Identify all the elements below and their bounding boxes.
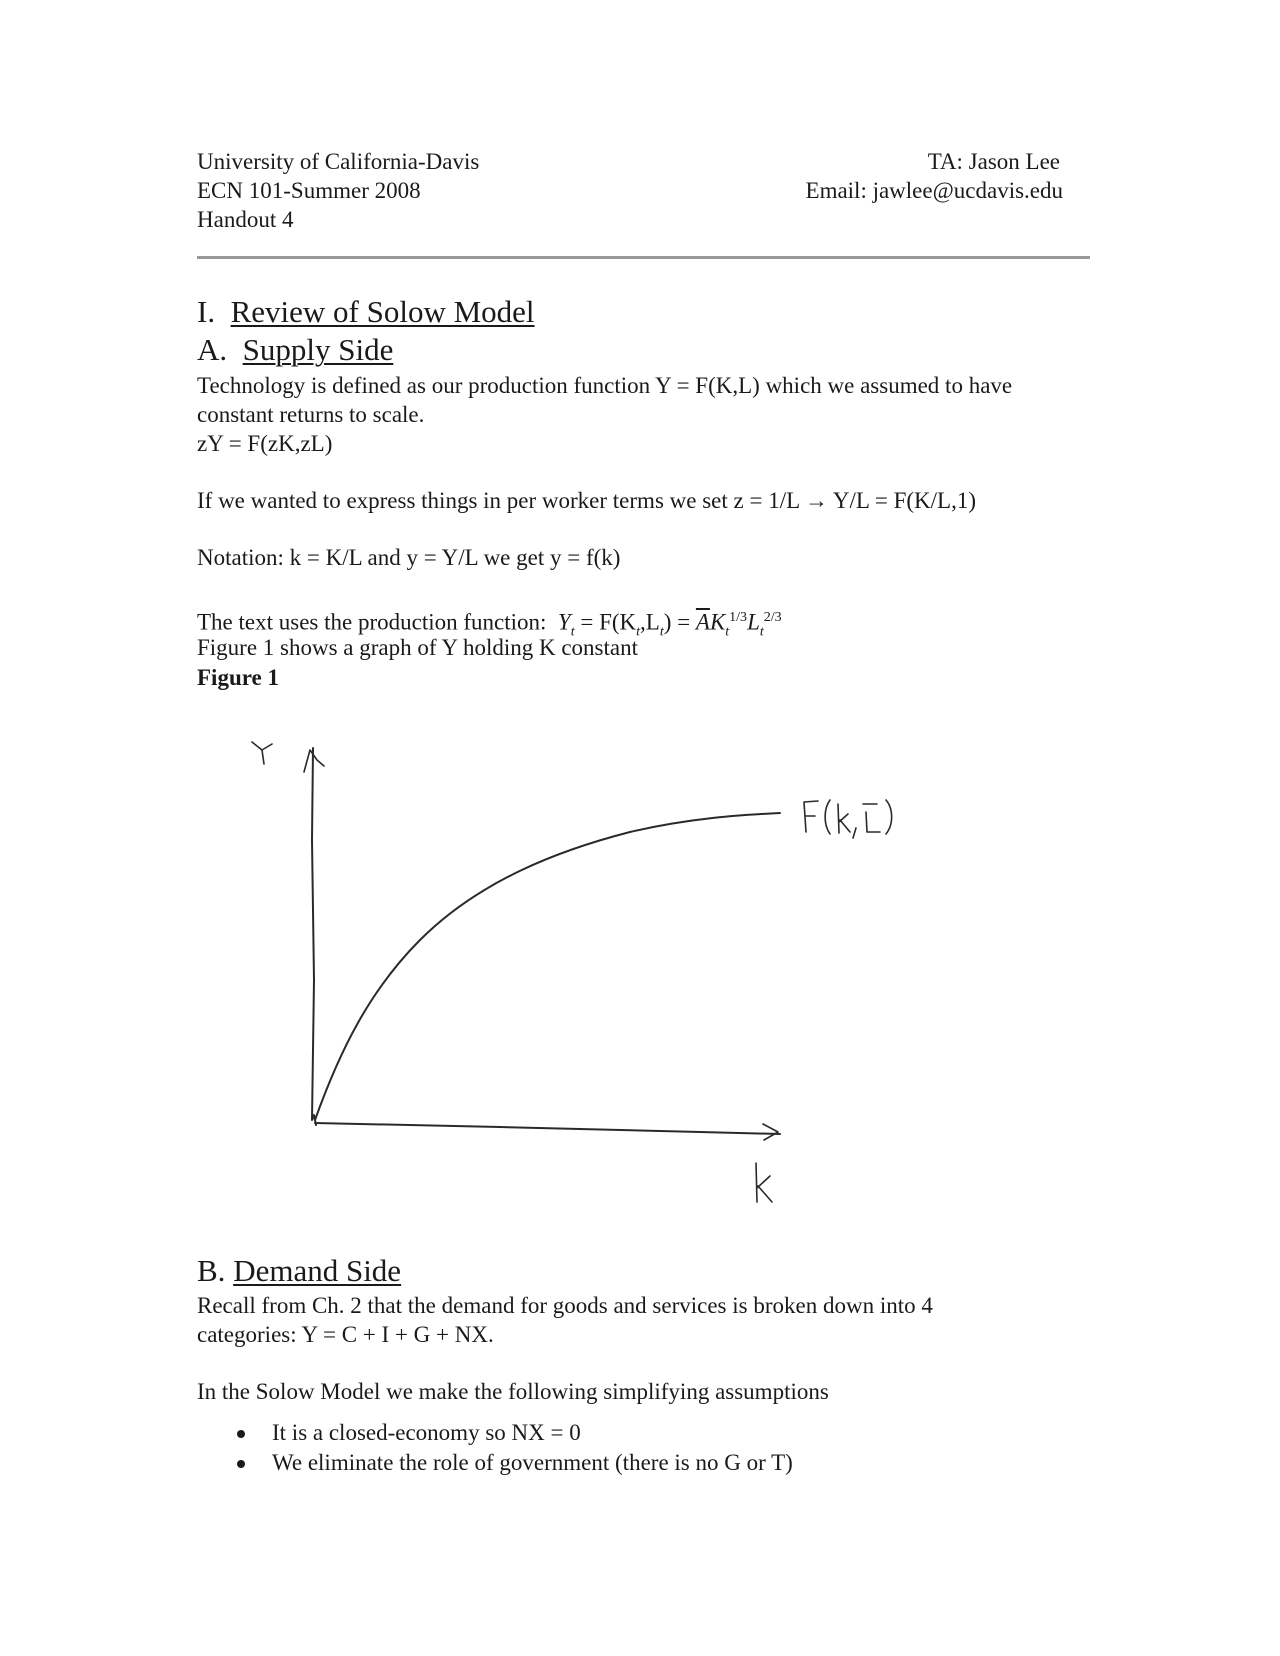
figure-caption: Figure 1 shows a graph of Y holding K constant <box>197 635 638 660</box>
university-name: University of California-Davis <box>197 149 480 174</box>
formula-exponent: 1/3 <box>729 610 748 625</box>
header-divider <box>197 256 1090 259</box>
production-curve <box>315 813 780 1120</box>
formula-subscript: t <box>759 624 764 640</box>
production-function-intro: The text uses the production function: <box>197 609 547 635</box>
formula-subscript: t <box>725 624 730 640</box>
per-worker-paragraph: If we wanted to express things in per worker terms we set z = 1/L → Y/L = F(K/L,1) <box>197 488 977 513</box>
curve-label: F(k,L) <box>800 805 874 835</box>
formula-subscript: t <box>570 624 575 640</box>
notation-line: Notation: k = K/L and y = Y/L we get y = f(k) <box>197 545 621 570</box>
y-axis-line <box>312 748 316 1125</box>
section-a-title: Supply Side <box>242 332 394 367</box>
course-name: ECN 101-Summer 2008 <box>197 178 421 203</box>
formula-part: = F(K <box>574 609 637 635</box>
x-axis-line <box>315 1123 780 1134</box>
list-item <box>231 1418 793 1448</box>
x-axis-label: k <box>763 1183 779 1213</box>
ta-email: Email: jawlee@ucdavis.edu <box>805 178 1063 203</box>
ta-name: TA: Jason Lee <box>927 149 1060 174</box>
bullet-icon <box>237 1430 245 1438</box>
supply-paragraph-line-2: constant returns to scale. <box>197 402 425 427</box>
demand-paragraph-line-2: categories: Y = C + I + G + NX. <box>197 1322 494 1347</box>
section-1-heading <box>197 294 535 330</box>
bullet-icon <box>237 1460 245 1468</box>
assumptions-list <box>231 1418 793 1478</box>
handout-number: Handout 4 <box>197 207 294 232</box>
demand-paragraph-line-1: Recall from Ch. 2 that the demand for goods and services is broken down into 4 <box>197 1293 933 1318</box>
section-1-numeral: I. <box>197 294 216 329</box>
formula-A-bar: $\overline{A}$ <box>695 609 710 635</box>
formula-subscript: t <box>659 624 664 640</box>
formula-K: K <box>709 609 726 635</box>
supply-paragraph-line-1: Technology is defined as our production function Y = F(K,L) which we assumed to have <box>197 373 1013 398</box>
formula-Y: Y <box>557 609 571 635</box>
x-axis-arrow <box>763 1124 778 1140</box>
section-1-title: Review of Solow Model <box>230 294 535 329</box>
formula-exponent: 2/3 <box>763 610 782 625</box>
assumptions-intro: In the Solow Model we make the following simplifying assumptions <box>197 1379 829 1404</box>
list-item-text: It is a closed-economy so NX = 0 <box>272 1420 581 1445</box>
section-b-heading <box>197 1253 401 1289</box>
formula-part: ) = <box>663 609 696 635</box>
figure-1-chart <box>200 720 960 1220</box>
figure-1-label: Figure 1 <box>197 665 279 690</box>
section-b-letter: B. <box>197 1253 226 1288</box>
formula-L: L <box>747 609 760 635</box>
section-a-heading <box>197 332 393 368</box>
formula-part: ,L <box>640 609 660 635</box>
section-b-title: Demand Side <box>233 1253 402 1288</box>
list-item <box>231 1448 793 1478</box>
returns-to-scale-equation: zY = F(zK,zL) <box>197 431 333 456</box>
y-axis-label: Y <box>260 745 276 775</box>
list-item-text: We eliminate the role of government (there is no G or T) <box>272 1450 793 1475</box>
y-axis-arrow <box>304 750 324 772</box>
section-a-letter: A. <box>197 332 228 367</box>
formula-subscript: t <box>636 624 641 640</box>
